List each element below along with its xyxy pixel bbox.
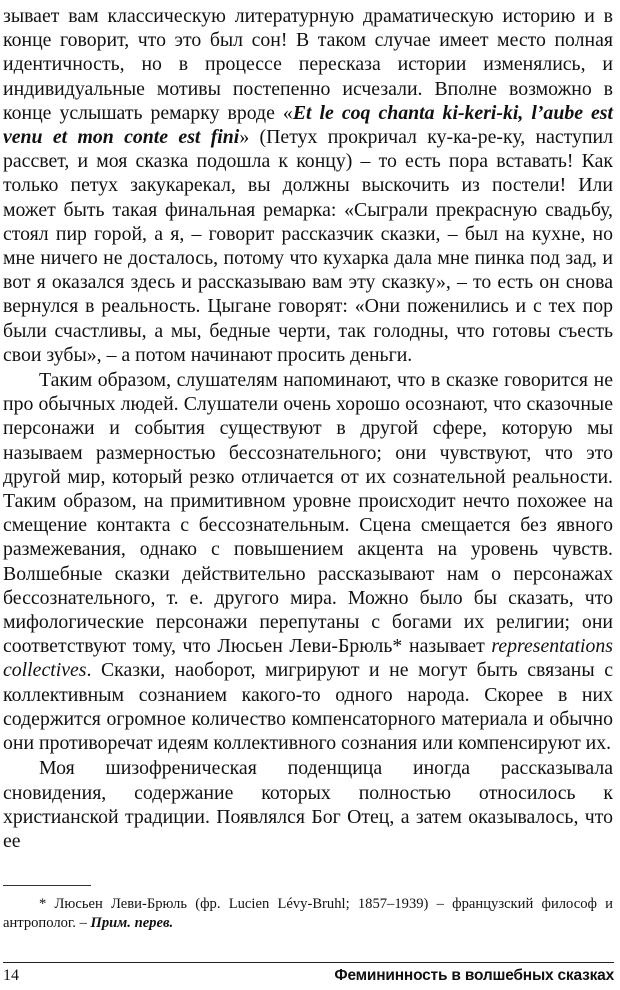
text-run: Таким образом, слушателям напоминают, что в сказке говорится не про обычных людей. Слушатели очень хорошо осознают, что сказочные персонажи и события существуют в другой сфере, которую мы называем размерностью бессознательного; они чувствуют, что это другой мир, который резко отличается от их сознательной реальности. Таким образом, на примитивном уровне происходит нечто похожее на смещение контакта с бессознательным. Сцена смещается без явного размежевания, однако с повышением акцента на уровень чувств. Волшебные сказки действительно рассказывают нам о персонажах бессознательного, т. е. другого мира. Можно было бы сказать, что мифологические персонажи перепутаны с богами их религии; они соответствуют тому, что Люсьен Леви-Брюль* называет <box>3 369 613 658</box>
footnote-separator <box>3 885 91 886</box>
footnote-text <box>3 895 613 932</box>
emphasis-run: Et le coq chanta ki-keri-ki, l’aube est venu et mon conte est fini <box>3 101 613 149</box>
emphasis-run: representations collectives <box>3 635 613 682</box>
text-run: зывает вам классическую литературную драматическую историю и в конце говорит, что это был сон! В таком случае имеет место полная идентичность, но в процессе пересказа истории изменялись, и индивидуальные мотивы постепенно исчезали. Вполне возможно в конце услышать ремарку вроде « <box>3 5 613 124</box>
footnote <box>3 895 613 932</box>
page-footer <box>3 962 614 988</box>
text-run: * Люсьен Леви-Брюль (фр. Lucien Lévy-Bruhl; 1857–1939) – французский философ и антрополог. – <box>3 896 613 931</box>
running-title: Фемининность в волшебных сказках <box>334 967 614 984</box>
paragraph <box>3 756 613 853</box>
paragraph <box>3 368 613 755</box>
footer-rule <box>3 962 614 963</box>
text-run: » (Петух прокричал ку-ка-ре-ку, наступил рассвет, и моя сказка подошла к концу) – то есть пора вставать! Как только петух закукарекал, вы должны выскочить из постели! Или может быть такая финальная ремарка: «Сыграли прекрасную свадьбу, стоял пир горой, а я, – говорит рассказчик сказки, – был на кухне, но мне ничего не досталось, потому что кухарка дала мне пинка под зад, и вот я оказался здесь и рассказываю вам эту сказку», – то есть он снова вернулся в реальность. Цыгане говорят: «Они поженились и с тех пор были счастливы, а мы, бедные черти, так голодны, что готовы съесть свои зубы», – а потом начинают просить деньги. <box>3 126 613 366</box>
emphasis-run: Прим. перев. <box>90 914 174 931</box>
text-run: . Сказки, наоборот, мигрируют и не могут быть связаны с коллективным сознанием какого-то одного народа. Скорее в них содержится огромное количество компенсаторного материала и обычно они противоречат идеям коллективного сознания или компенсируют их. <box>3 659 613 755</box>
text-run: Моя шизофреническая поденщица иногда рассказывала сновидения, содержание которых полностью относилось к христианской традиции. Появлялся Бог Отец, а затем оказывалось, что ее <box>3 757 613 852</box>
body-text <box>3 4 613 853</box>
page-number: 14 <box>3 967 19 984</box>
paragraph <box>3 4 613 367</box>
